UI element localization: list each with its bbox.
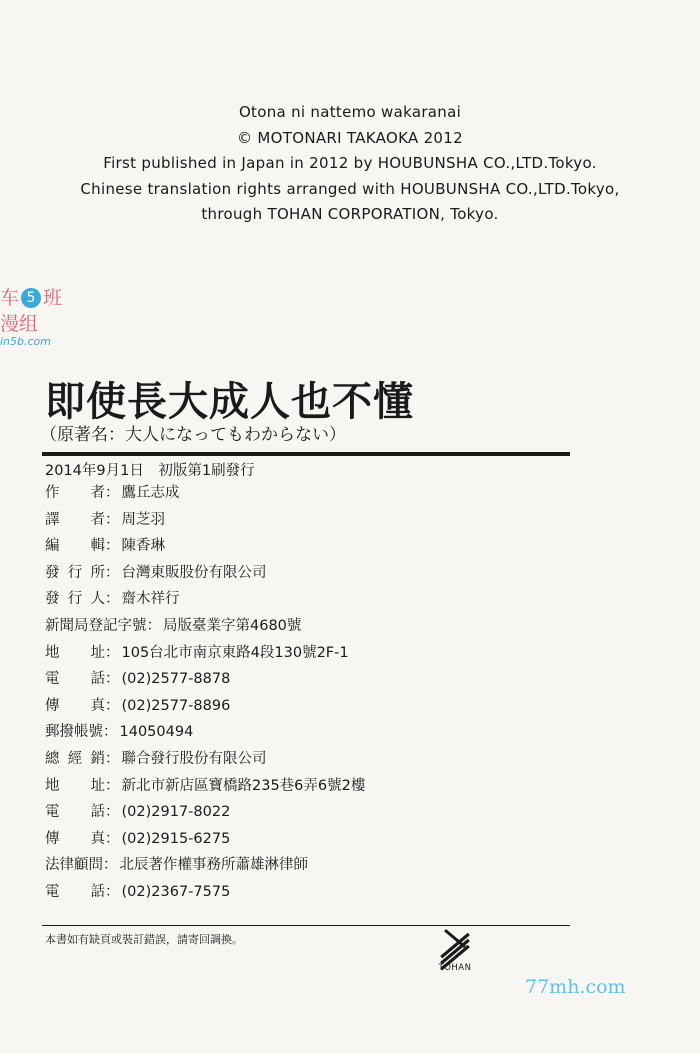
credit-row: 傳真 ： (02)2915-6275	[45, 826, 570, 853]
copyright-line-translation-rights: Chinese translation rights arranged with HOUBUNSHA CO.,LTD.Tokyo,	[80, 179, 620, 198]
copyright-line-agency: through TOHAN CORPORATION, Tokyo.	[201, 205, 499, 223]
credit-row: 編輯 ： 陳香琳	[45, 533, 570, 560]
credit-label: 發行所	[45, 564, 105, 581]
credit-value: (02)2577-8878	[121, 671, 231, 688]
credit-row: 電話 ： (02)2917-8022	[45, 799, 570, 826]
credit-row: 發行人 ： 齋木祥行	[45, 586, 570, 613]
credit-label: 傳真	[45, 830, 105, 847]
credit-row: 作者 ： 鷹丘志成	[45, 480, 570, 507]
original-title: （原著名：大人になってもわからない）	[40, 425, 346, 445]
credit-row: 地址 ： 105台北市南京東路4段130號2F-1	[45, 640, 570, 667]
credit-value: 聯合發行股份有限公司	[121, 750, 267, 767]
watermark-badge-icon: 5	[21, 288, 41, 308]
credit-row: 地址 ： 新北市新店區寶橋路235巷6弄6號2樓	[45, 773, 570, 800]
credit-value: (02)2577-8896	[121, 697, 231, 714]
credit-value: 陳香琳	[121, 538, 165, 555]
credit-label: 編輯	[45, 538, 105, 555]
copyright-line-original-title: Otona ni nattemo wakaranai	[238, 103, 462, 121]
credit-label: 電話	[45, 804, 105, 821]
credit-value: 鷹丘志成	[121, 485, 180, 501]
credits-list	[45, 480, 570, 906]
credit-label: 電話	[45, 671, 105, 688]
credit-label: 發行人	[45, 591, 105, 608]
scanlation-watermark	[0, 283, 80, 353]
credit-value: (02)2917-8022	[121, 804, 231, 821]
credit-row: 譯者 ： 周芝羽	[45, 507, 570, 534]
credit-row: 新聞局登記字號 ： 局版臺業字第4680號	[45, 613, 570, 640]
credit-value: 14050494	[119, 724, 194, 741]
edition-line: 2014年9月1日 初版第1刷發行	[45, 463, 255, 479]
credit-row: 發行所 ： 台灣東販股份有限公司	[45, 560, 570, 587]
credit-value: 北辰著作權事務所蕭雄淋律師	[119, 857, 308, 874]
credit-label: 郵撥帳號	[45, 724, 103, 741]
credit-value: 周芝羽	[121, 511, 165, 528]
credit-label: 新聞局登記字號	[45, 617, 147, 634]
credit-label: 傳真	[45, 697, 105, 714]
credit-value: 新北市新店區寶橋路235巷6弄6號2樓	[121, 777, 366, 794]
credit-value: (02)2915-6275	[121, 830, 231, 847]
watermark-char: 车	[0, 287, 20, 309]
credit-label: 電話	[45, 883, 105, 900]
divider-thin	[42, 925, 570, 926]
credit-label: 譯者	[45, 511, 105, 528]
watermark-group-name: 漫组	[0, 313, 39, 335]
credit-row: 電話 ： (02)2367-7575	[45, 879, 570, 906]
replacement-notice: 本書如有缺頁或裝訂錯誤，請寄回調換。	[45, 933, 243, 946]
copyright-line-first-published: First published in Japan in 2012 by HOUBUNSHA CO.,LTD.Tokyo.	[103, 154, 597, 172]
credit-row: 郵撥帳號 ： 14050494	[45, 719, 570, 746]
site-watermark: 77mh.com	[525, 976, 626, 998]
credit-value: 局版臺業字第4680號	[163, 617, 302, 634]
watermark-url: in5b.com	[0, 335, 51, 348]
credit-label: 地址	[45, 644, 105, 661]
credit-label: 總經銷	[45, 750, 105, 767]
credit-row: 總經銷 ： 聯合發行股份有限公司	[45, 746, 570, 773]
credit-row: 傳真 ： (02)2577-8896	[45, 693, 570, 720]
copyright-block	[0, 100, 700, 228]
credit-label: 作者	[45, 485, 105, 501]
credit-value: 齋木祥行	[121, 591, 180, 608]
copyright-line-author: © MOTONARI TAKAOKA 2012	[237, 128, 463, 147]
credit-label: 法律顧問	[45, 857, 103, 874]
watermark-char: 班	[43, 287, 63, 309]
credit-value: 台灣東販股份有限公司	[121, 564, 267, 581]
credit-row: 法律顧問 ： 北辰著作權事務所蕭雄淋律師	[45, 852, 570, 879]
credit-row: 電話 ： (02)2577-8878	[45, 666, 570, 693]
credit-label: 地址	[45, 777, 105, 794]
book-title: 即使長大成人也不懂	[45, 378, 414, 425]
divider-thick	[42, 452, 570, 456]
tohan-logo-text: TOHAN	[438, 963, 472, 973]
credit-value: (02)2367-7575	[121, 883, 231, 900]
credit-value: 105台北市南京東路4段130號2F-1	[121, 644, 349, 661]
